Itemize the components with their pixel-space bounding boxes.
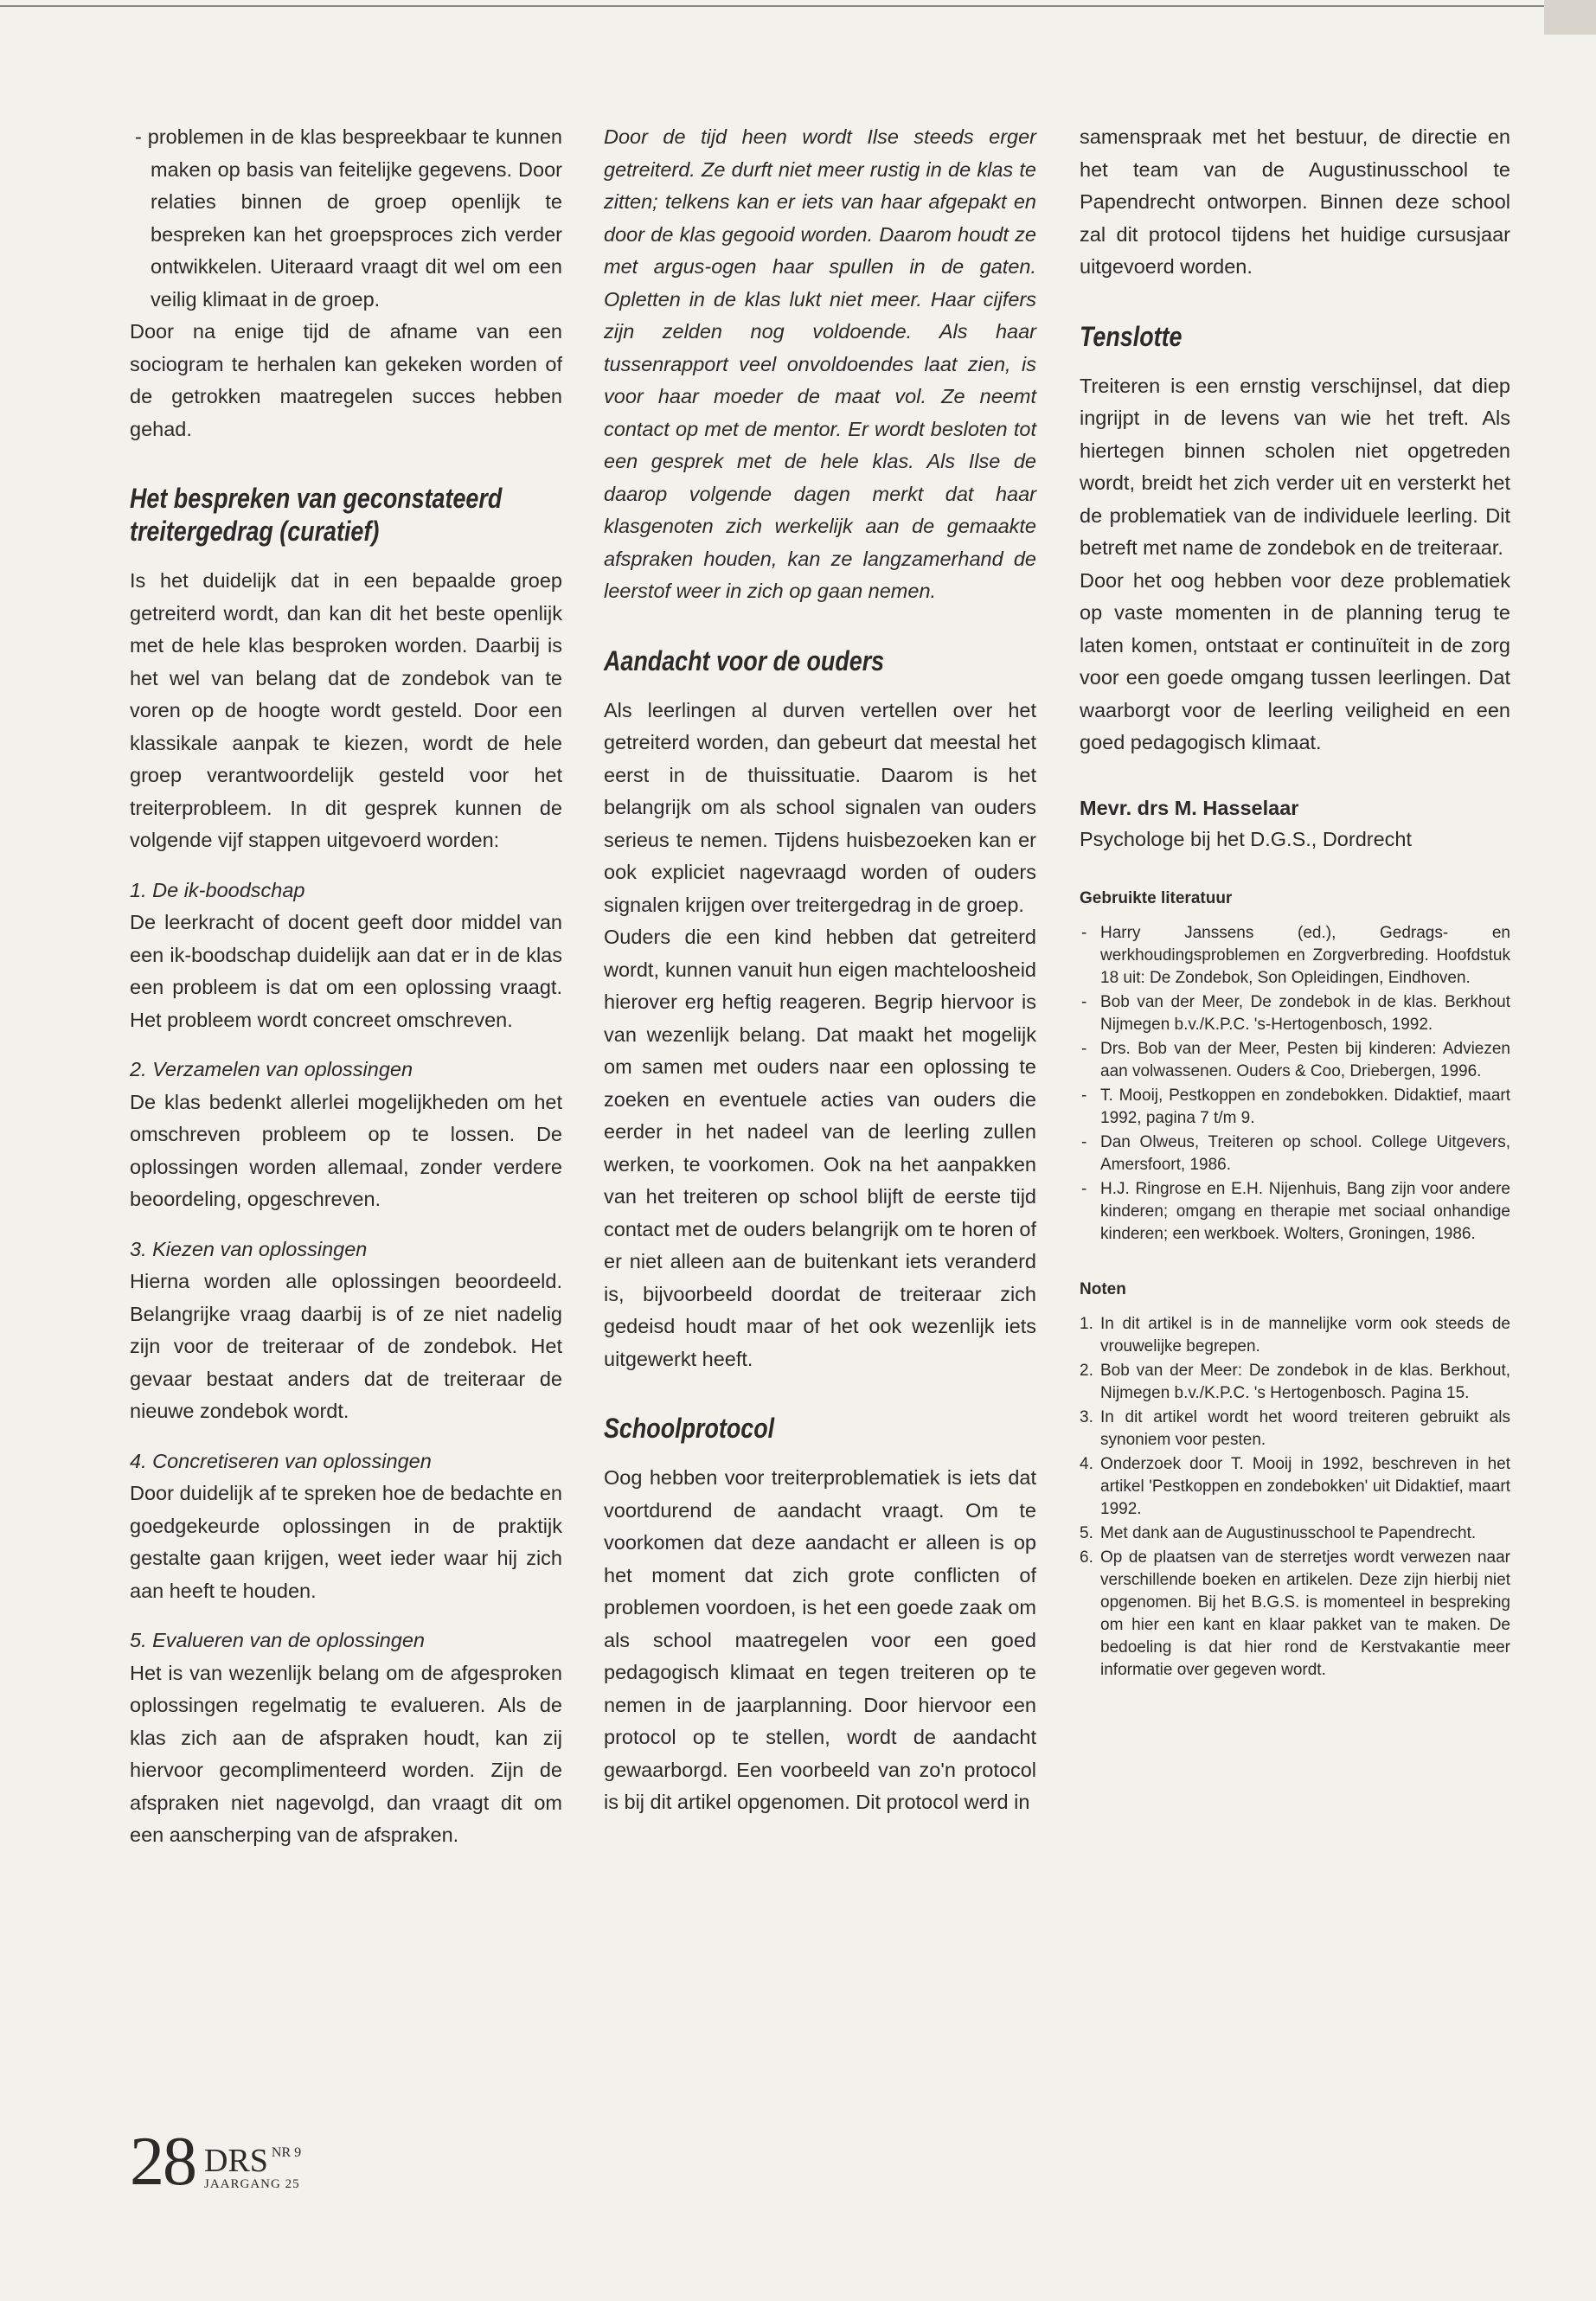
- section-heading-protocol: Schoolprotocol: [604, 1413, 775, 1444]
- note-text: Bob van der Meer: De zondebok in de klas. Berkhout, Nijmegen b.v./K.P.C. 's Hertogenbosch. Pagina 15.: [1100, 1361, 1510, 1402]
- note-number: 4.: [1080, 1454, 1093, 1473]
- step-text: De leerkracht of docent geeft door middel van een ik-boodschap duidelijk aan dat er in de klas een probleem is dat om een oplossing vraagt. Het probleem wordt concreet omschreven.: [130, 911, 562, 1031]
- literature-item: - Dan Olweus, Treiteren op school. College Uitgevers, Amersfoort, 1986.: [1080, 1131, 1510, 1176]
- literature-item: - Bob van der Meer, De zondebok in de klas. Berkhout Nijmegen b.v./K.P.C. 's-Hertogenbosch, 1992.: [1080, 991, 1510, 1036]
- note-text: In dit artikel wordt het woord treiteren gebruikt als synoniem voor pesten.: [1100, 1407, 1510, 1449]
- step-text: De klas bedenkt allerlei mogelijkheden om het omschreven probleem op te lossen. De oplossingen worden allemaal, zonder verdere beoordeling, opgeschreven.: [130, 1090, 562, 1210]
- author-role: Psychologe bij het D.G.S., Dordrecht: [1080, 827, 1413, 850]
- note-item: [1080, 1453, 1510, 1521]
- parents-paragraph-2: Ouders die een kind hebben dat getreiterd wordt, kunnen vanuit hun eigen machteloosheid hierover erg heftig reageren. Begrip hiervoor is van wezenlijk belang. Dat maakt het mogelijk om samen met ouders naar een oplossing te zoeken en eventuele acties van ouders die eerder in het nadeel van de leerling zullen werken, te voorkomen. Ook na het aanpakken van het treiteren op school blijft de eerste tijd contact met de ouders belangrijk om te horen of er niet alleen aan de buitenkant iets veranderd is, bijvoorbeeld doordat de treiteraar zich gedeisd houdt maar of het ook wezenlijk iets uitgewerkt heeft.: [604, 926, 1036, 1370]
- note-item: [1080, 1313, 1510, 1358]
- notes-heading: Noten: [1080, 1279, 1126, 1298]
- note-item: [1080, 1360, 1510, 1405]
- magazine-title: DRS: [204, 2143, 268, 2179]
- note-number: 5.: [1080, 1523, 1093, 1542]
- step-text: Door duidelijk af te spreken hoe de bedachte en goedgekeurde oplossingen in de praktijk gestalte gaan krijgen, weet ieder waar hij zich aan heeft te houden.: [130, 1482, 562, 1602]
- top-rule: [0, 5, 1596, 7]
- note-number: 2.: [1080, 1361, 1093, 1380]
- intro-paragraph: Door na enige tijd de afname van een sociogram te herhalen kan gekeken worden of de getrokken maatregelen succes hebben gehad.: [130, 320, 562, 440]
- literature-list: [1080, 922, 1510, 1246]
- magazine-masthead: [204, 2145, 301, 2192]
- step-title: 4. Concretiseren van oplossingen: [130, 1449, 432, 1472]
- note-text: In dit artikel is in de mannelijke vorm ook steeds de vrouwelijke begrepen.: [1100, 1314, 1510, 1356]
- tenslotte-paragraph-1: Treiteren is een ernstig verschijnsel, dat diep ingrijpt in de levens van wie het treft. Als hiertegen binnen scholen niet opgetreden wordt, breidt het zich verder uit en versterkt het de problematiek van de individuele leerling. Dit betreft met name de zondebok en de treiteraar.: [1080, 374, 1510, 559]
- literature-item: - Drs. Bob van der Meer, Pesten bij kinderen: Adviezen aan volwassenen. Ouders & Coo, Driebergen, 1996.: [1080, 1038, 1510, 1083]
- step-title: 5. Evalueren van de oplossingen: [130, 1629, 425, 1651]
- parents-paragraph-1: Als leerlingen al durven vertellen over het getreiterd worden, dan gebeurt dat meestal het eerst in de thuissituatie. Daarom is het belangrijk om als school signalen van ouders serieus te nemen. Tijdens huisbezoeken kan er ook expliciet nagevraagd worden of ouders signalen krijgen over treitergedrag in de groep.: [604, 698, 1036, 916]
- column-left: [130, 121, 562, 1852]
- protocol-paragraph: Oog hebben voor treiterproblematiek is iets dat voortdurend de aandacht vraagt. Om te voorkomen dat deze aandacht er alleen is op het moment dat zich grote conflicten of problemen voordoen, is het een goede zaak om als school maatregelen voor een goed pedagogisch klimaat en tegen treiteren op te nemen in de jaarplanning. Door hiervoor een protocol op te stellen, wordt de aandacht gewaarborgd. Een voorbeeld van zo'n protocol is bij dit artikel opgenomen. Dit protocol werd in: [604, 1466, 1036, 1813]
- column-right: [1080, 121, 1510, 1683]
- note-text: Op de plaatsen van de sterretjes wordt verwezen naar verschillende boeken en artikelen. Deze zijn hierbij niet opgenomen. Bij het B.G.S. is momenteel in bespreking om hier een kant en klaar pakket van te maken. De bedoeling is dat hier rond de Kerstvakantie meer informatie over gegeven wordt.: [1100, 1548, 1510, 1679]
- note-item: [1080, 1522, 1510, 1545]
- curatief-paragraph: Is het duidelijk dat in een bepaalde groep getreiterd wordt, dan kan dit het beste openlijk met de hele klas besproken worden. Daarbij is het wel van belang dat de zondebok van te voren op de hoogte wordt gesteld. Door een klassikale aanpak te kiezen, wordt de hele groep verantwoordelijk gesteld voor het treiterprobleem. In dit gesprek kunnen de volgende vijf stappen uitgevoerd worden:: [130, 569, 562, 851]
- note-item: [1080, 1407, 1510, 1452]
- section-heading-tenslotte: Tenslotte: [1080, 320, 1183, 352]
- step-text: Hierna worden alle oplossingen beoordeeld. Belangrijke vraag daarbij is of ze niet nadelig zijn voor de treiteraar of de zondebok. Het gevaar bestaat anders dat de treiteraar de nieuwe zondebok wordt.: [130, 1270, 562, 1422]
- literature-heading: Gebruikte literatuur: [1080, 888, 1233, 907]
- note-number: 6.: [1080, 1548, 1093, 1567]
- note-item: [1080, 1547, 1510, 1682]
- column-middle: [604, 121, 1036, 1819]
- author-name: Mevr. drs M. Hasselaar: [1080, 796, 1299, 819]
- intro-bullet: - problemen in de klas bespreekbaar te kunnen maken op basis van feitelijke gegevens. Door relaties binnen de groep openlijk te bespreken kan het groepsproces zich verder ontwikkelen. Uiteraard vraagt dit wel om een veilig klimaat in de groep.: [135, 125, 562, 311]
- step-text: Het is van wezenlijk belang om de afgesproken oplossingen regelmatig te evalueren. Als de klas zich aan de afspraken houdt, kan zij hiervoor gecomplimenteerd worden. Zijn de afspraken niet nagevolgd, dan vraagt dit om een aanscherping van de afspraken.: [130, 1661, 562, 1846]
- corner-shade: [1544, 0, 1596, 35]
- note-number: 3.: [1080, 1407, 1093, 1426]
- page-number: 28: [130, 2124, 195, 2200]
- step-title: 3. Kiezen van oplossingen: [130, 1237, 368, 1260]
- notes-list: [1080, 1313, 1510, 1682]
- section-heading-curatief: Het bespreken van geconstateerd treitergedrag (curatief): [130, 483, 503, 547]
- issue-number: NR 9: [271, 2145, 302, 2160]
- literature-item: - T. Mooij, Pestkoppen en zondebokken. Didaktief, maart 1992, pagina 7 t/m 9.: [1080, 1085, 1510, 1130]
- case-italic-paragraph: Door de tijd heen wordt Ilse steeds erger getreiterd. Ze durft niet meer rustig in de klas te zitten; telkens kan er iets van haar afgepakt en door de klas gegooid worden. Daarom houdt ze met argus-ogen haar spullen in de gaten. Opletten in de klas lukt niet meer. Haar cijfers zijn zelden nog voldoende. Als haar tussenrapport veel onvoldoendes laat zien, is voor haar moeder de maat vol. Ze neemt contact op met de mentor. Er wordt besloten tot een gesprek met de hele klas. Als Ilse de daarop volgende dagen merkt dat haar klasgenoten zich werkelijk aan de gemaakte afspraken houden, kan ze langzamerhand de leerstof weer in zich op gaan nemen.: [604, 125, 1036, 602]
- tenslotte-paragraph-2: Door het oog hebben voor deze problematiek op vaste momenten in de planning terug te laten komen, ontstaat er continuïteit in de zorg voor een goede omgang tussen leerlingen. Dat waarborgt voor de leerling veiligheid en een goed pedagogisch klimaat.: [1080, 568, 1510, 753]
- step-title: 2. Verzamelen van oplossingen: [130, 1058, 413, 1080]
- volume-label: JAARGANG 25: [204, 2177, 300, 2191]
- note-number: 1.: [1080, 1314, 1093, 1333]
- note-text: Met dank aan de Augustinusschool te Papendrecht.: [1100, 1523, 1477, 1542]
- protocol-continued-paragraph: samenspraak met het bestuur, de directie en het team van de Augustinusschool te Papendrecht ontworpen. Binnen deze school zal dit protocol tijdens het huidige cursusjaar uitgevoerd worden.: [1080, 125, 1510, 278]
- literature-item: - Harry Janssens (ed.), Gedrags- en werkhoudingsproblemen en Zorgverbreding. Hoofdstuk 18 uit: De Zondebok, Son Opleidingen, Eindhoven.: [1080, 922, 1510, 990]
- step-title: 1. De ik-boodschap: [130, 878, 305, 901]
- section-heading-parents: Aandacht voor de ouders: [604, 644, 885, 676]
- page-footer: [130, 2124, 302, 2200]
- literature-item: - H.J. Ringrose en E.H. Nijenhuis, Bang zijn voor andere kinderen; omgang en therapie met sociaal onhandige kinderen; een werkboek. Wolters, Groningen, 1986.: [1080, 1178, 1510, 1246]
- note-text: Onderzoek door T. Mooij in 1992, beschreven in het artikel 'Pestkoppen en zondebokken' uit Didaktief, maart 1992.: [1100, 1454, 1510, 1518]
